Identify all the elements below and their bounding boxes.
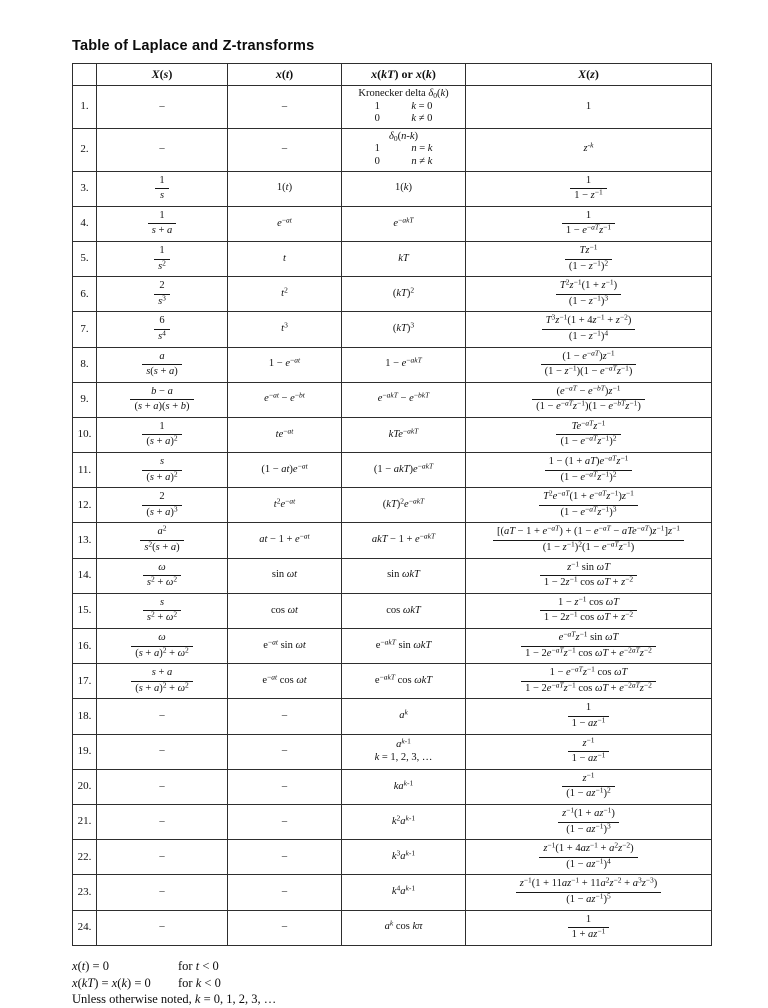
row-number: 8. [73, 347, 97, 382]
cell-laplace-transform: – [97, 734, 228, 769]
cell-sampled-function: kTe$^{-akT}$ [342, 417, 466, 452]
header-cell-time-function: x(t) [228, 64, 342, 86]
cell-time-function: $t^3$ [228, 312, 342, 347]
cell-laplace-transform: $\frac{s}{(s + a)^2}$ [97, 453, 228, 488]
cell-z-transform: $\frac{z^{-1}(1 + 4az^{-1} + a^2z^{-2})}{(1 - az^{-1})^4}$ [466, 840, 712, 875]
table-row [73, 312, 712, 347]
header-cell-z-transform: X(z) [466, 64, 712, 86]
cell-time-function: – [228, 804, 342, 839]
cell-sampled-function: cos ωkT [342, 593, 466, 628]
table-row [73, 417, 712, 452]
cell-z-transform: $\frac{z^{-1}}{(1 - az^{-1})^2}$ [466, 769, 712, 804]
cell-time-function: $t^2e^{-at}$ [228, 488, 342, 523]
footnote-equation: x(kT) = x(k) = 0 [72, 975, 151, 990]
cell-laplace-transform: – [97, 875, 228, 910]
footnote-equation: x(t) = 0 [72, 958, 109, 973]
footnote-condition: for k < 0 [178, 975, 221, 990]
cell-z-transform: $\frac{z^{-1}}{1 - az^{-1}}$ [466, 734, 712, 769]
cell-sampled-function: $a^k$ cos kπ [342, 910, 466, 945]
cell-time-function: – [228, 769, 342, 804]
footnote-equation: Unless otherwise noted, k = 0, 1, 2, 3, … [72, 992, 277, 1007]
cell-z-transform: $\frac{T^3z^{-1}(1 + 4z^{-1} + z^{-2})}{(1 - z^{-1})^4}$ [466, 312, 712, 347]
row-number: 23. [73, 875, 97, 910]
cell-sampled-function: $ka^{k-1}$ [342, 769, 466, 804]
row-number: 17. [73, 664, 97, 699]
cell-laplace-transform: $\frac{s}{s^2 + \omega^2}$ [97, 593, 228, 628]
cell-laplace-transform: $\frac{s + a}{(s + a)^2 + \omega^2}$ [97, 664, 228, 699]
row-number: 19. [73, 734, 97, 769]
cell-sampled-function: $\delta_0(n-k)$ 1 n = k 0 n ≠ k [342, 128, 466, 171]
table-row [73, 241, 712, 276]
cell-sampled-function: $a^{k-1}$ k = 1, 2, 3, … [342, 734, 466, 769]
cell-laplace-transform: $\frac{1}{(s + a)^2}$ [97, 417, 228, 452]
row-number: 12. [73, 488, 97, 523]
transform-table [72, 63, 712, 946]
row-number: 24. [73, 910, 97, 945]
cell-z-transform: $\frac{Tz^{-1}}{(1 - z^{-1})^2}$ [466, 241, 712, 276]
cell-sampled-function: $k^3a^{k-1}$ [342, 840, 466, 875]
cell-z-transform: $\frac{1}{1 - az^{-1}}$ [466, 699, 712, 734]
cell-time-function: 1(t) [228, 171, 342, 206]
cell-laplace-transform: – [97, 840, 228, 875]
cell-time-function: – [228, 699, 342, 734]
row-number: 5. [73, 241, 97, 276]
cell-laplace-transform: – [97, 910, 228, 945]
cell-z-transform: $\frac{z^{-1}(1 + 11az^{-1} + 11a^2z^{-2} + a^3z^{-3})}{(1 - az^{-1})^5}$ [466, 875, 712, 910]
cell-z-transform: $\frac{1}{1 + az^{-1}}$ [466, 910, 712, 945]
table-row [73, 875, 712, 910]
cell-laplace-transform: – [97, 769, 228, 804]
cell-time-function: $e^{-at}$ [228, 206, 342, 241]
cell-time-function: $e^{-at}$ cos ωt [228, 664, 342, 699]
cell-z-transform: $\frac{[(aT - 1 + e^{-aT}) + (1 - e^{-aT} - aTe^{-aT})z^{-1}]z^{-1}}{(1 - z^{-1})^2(1 - e^{-aT}z^{-1})}$ [466, 523, 712, 558]
table-row [73, 453, 712, 488]
row-number: 11. [73, 453, 97, 488]
row-number: 6. [73, 277, 97, 312]
cell-sampled-function: $(kT)^2e^{-akT}$ [342, 488, 466, 523]
cell-sampled-function: $e^{-akT}$ [342, 206, 466, 241]
cell-laplace-transform: $\frac{a^2}{s^2(s + a)}$ [97, 523, 228, 558]
cell-time-function: – [228, 910, 342, 945]
row-number: 18. [73, 699, 97, 734]
cell-z-transform: $\frac{1 - e^{-aT}z^{-1} \cos \omega T}{1 - 2e^{-aT}z^{-1} \cos \omega T + e^{-2aT}z^{-2}}$ [466, 664, 712, 699]
table-row [73, 86, 712, 129]
footnote-condition: for t < 0 [178, 958, 219, 973]
cell-laplace-transform: $\frac{2}{(s + a)^3}$ [97, 488, 228, 523]
row-number: 13. [73, 523, 97, 558]
cell-sampled-function: (kT)$^2$ [342, 277, 466, 312]
cell-laplace-transform: – [97, 86, 228, 129]
cell-sampled-function: 1(k) [342, 171, 466, 206]
cell-sampled-function: $e^{-akT}$ sin ωkT [342, 629, 466, 664]
cell-laplace-transform: – [97, 128, 228, 171]
table-row [73, 629, 712, 664]
cell-time-function: at − $1 + e^{-at}$ [228, 523, 342, 558]
cell-sampled-function: $a^k$ [342, 699, 466, 734]
table-row [73, 128, 712, 171]
footnote-line [72, 975, 712, 992]
row-number: 20. [73, 769, 97, 804]
cell-time-function: $e^{-at} - e^{-bt}$ [228, 382, 342, 417]
cell-z-transform: $\frac{Te^{-aT}z^{-1}}{(1 - e^{-aT}z^{-1})^2}$ [466, 417, 712, 452]
cell-time-function: – [228, 840, 342, 875]
cell-time-function: – [228, 734, 342, 769]
footnote-line [72, 958, 712, 975]
cell-z-transform: $\frac{e^{-aT}z^{-1} \sin \omega T}{1 - 2e^{-aT}z^{-1} \cos \omega T + e^{-2aT}z^{-2}}$ [466, 629, 712, 664]
header-cell-index [73, 64, 97, 86]
cell-time-function: $(1 - at)e^{-at}$ [228, 453, 342, 488]
table-row [73, 523, 712, 558]
cell-sampled-function: $1 - e^{-akT}$ [342, 347, 466, 382]
table-row [73, 347, 712, 382]
table-row [73, 488, 712, 523]
row-number: 10. [73, 417, 97, 452]
cell-sampled-function: Kronecker delta $\delta_0(k)$ 1 k = 0 0 k ≠ 0 [342, 86, 466, 129]
table-row [73, 593, 712, 628]
cell-z-transform: $\frac{(e^{-aT} - e^{-bT})z^{-1}}{(1 - e^{-aT}z^{-1})(1 - e^{-bT}z^{-1})}$ [466, 382, 712, 417]
table-row [73, 171, 712, 206]
cell-sampled-function: sin ωkT [342, 558, 466, 593]
cell-z-transform: $\frac{1 - (1 + aT)e^{-aT}z^{-1}}{(1 - e^{-aT}z^{-1})^2}$ [466, 453, 712, 488]
cell-z-transform: $\frac{(1 - e^{-aT})z^{-1}}{(1 - z^{-1})(1 - e^{-aT}z^{-1})}$ [466, 347, 712, 382]
table-row [73, 910, 712, 945]
cell-sampled-function: kT [342, 241, 466, 276]
header-row [73, 64, 712, 86]
cell-z-transform: $\frac{z^{-1}(1 + az^{-1})}{(1 - az^{-1})^3}$ [466, 804, 712, 839]
cell-laplace-transform: – [97, 804, 228, 839]
cell-time-function: $e^{-at}$ sin ωt [228, 629, 342, 664]
row-number: 4. [73, 206, 97, 241]
cell-time-function: t [228, 241, 342, 276]
cell-laplace-transform: $\frac{2}{s^3}$ [97, 277, 228, 312]
row-number: 15. [73, 593, 97, 628]
footnote-line [72, 991, 712, 1008]
cell-z-transform: $z^{-k}$ [466, 128, 712, 171]
cell-time-function: cos ωt [228, 593, 342, 628]
row-number: 22. [73, 840, 97, 875]
cell-laplace-transform: $\frac{6}{s^4}$ [97, 312, 228, 347]
cell-laplace-transform: $\frac{\omega}{s^2 + \omega^2}$ [97, 558, 228, 593]
cell-laplace-transform: $\frac{b - a}{(s + a)(s + b)}$ [97, 382, 228, 417]
row-number: 14. [73, 558, 97, 593]
table-row [73, 734, 712, 769]
cell-sampled-function: $k^2a^{k-1}$ [342, 804, 466, 839]
row-number: 7. [73, 312, 97, 347]
table-row [73, 558, 712, 593]
cell-laplace-transform: $\frac{a}{s(s + a)}$ [97, 347, 228, 382]
cell-laplace-transform: $\frac{1}{s + a}$ [97, 206, 228, 241]
cell-laplace-transform: – [97, 699, 228, 734]
cell-laplace-transform: $\frac{1}{s^2}$ [97, 241, 228, 276]
cell-time-function: – [228, 128, 342, 171]
table-body [73, 86, 712, 946]
table-row [73, 804, 712, 839]
row-number: 2. [73, 128, 97, 171]
cell-z-transform: $\frac{1 - z^{-1} \cos \omega T}{1 - 2z^{-1} \cos \omega T + z^{-2}}$ [466, 593, 712, 628]
table-row [73, 840, 712, 875]
cell-time-function: – [228, 875, 342, 910]
cell-z-transform: $\frac{1}{1 - z^{-1}}$ [466, 171, 712, 206]
cell-sampled-function: $e^{-akT}$ cos ωkT [342, 664, 466, 699]
cell-z-transform: $\frac{T^2e^{-aT}(1 + e^{-aT}z^{-1})z^{-1}}{(1 - e^{-aT}z^{-1})^3}$ [466, 488, 712, 523]
row-number: 3. [73, 171, 97, 206]
cell-time-function: – [228, 86, 342, 129]
row-number: 21. [73, 804, 97, 839]
table-row [73, 382, 712, 417]
cell-z-transform: 1 [466, 86, 712, 129]
cell-time-function: $t^2$ [228, 277, 342, 312]
cell-z-transform: $\frac{1}{1 - e^{-aT}z^{-1}}$ [466, 206, 712, 241]
row-number: 9. [73, 382, 97, 417]
cell-z-transform: $\frac{T^2z^{-1}(1 + z^{-1})}{(1 - z^{-1})^3}$ [466, 277, 712, 312]
table-row [73, 664, 712, 699]
cell-sampled-function: (kT)$^3$ [342, 312, 466, 347]
page-title: Table of Laplace and Z-transforms [72, 38, 315, 54]
cell-laplace-transform: $\frac{1}{s}$ [97, 171, 228, 206]
cell-sampled-function: $e^{-akT} - e^{-bkT}$ [342, 382, 466, 417]
row-number: 1. [73, 86, 97, 129]
cell-time-function: sin ωt [228, 558, 342, 593]
cell-sampled-function: akT − $1 + e^{-akT}$ [342, 523, 466, 558]
cell-time-function: $1 - e^{-at}$ [228, 347, 342, 382]
cell-sampled-function: $k^4a^{k-1}$ [342, 875, 466, 910]
table-row [73, 277, 712, 312]
cell-sampled-function: $(1 - akT)e^{-akT}$ [342, 453, 466, 488]
table-row [73, 206, 712, 241]
row-number: 16. [73, 629, 97, 664]
header-cell-laplace: X(s) [97, 64, 228, 86]
cell-laplace-transform: $\frac{\omega}{(s + a)^2 + \omega^2}$ [97, 629, 228, 664]
cell-time-function: $te^{-at}$ [228, 417, 342, 452]
cell-z-transform: $\frac{z^{-1} \sin \omega T}{1 - 2z^{-1} \cos \omega T + z^{-2}}$ [466, 558, 712, 593]
table-row [73, 769, 712, 804]
header-cell-sampled-function: x(kT) or x(k) [342, 64, 466, 86]
table-row [73, 699, 712, 734]
footnotes [72, 958, 712, 1008]
